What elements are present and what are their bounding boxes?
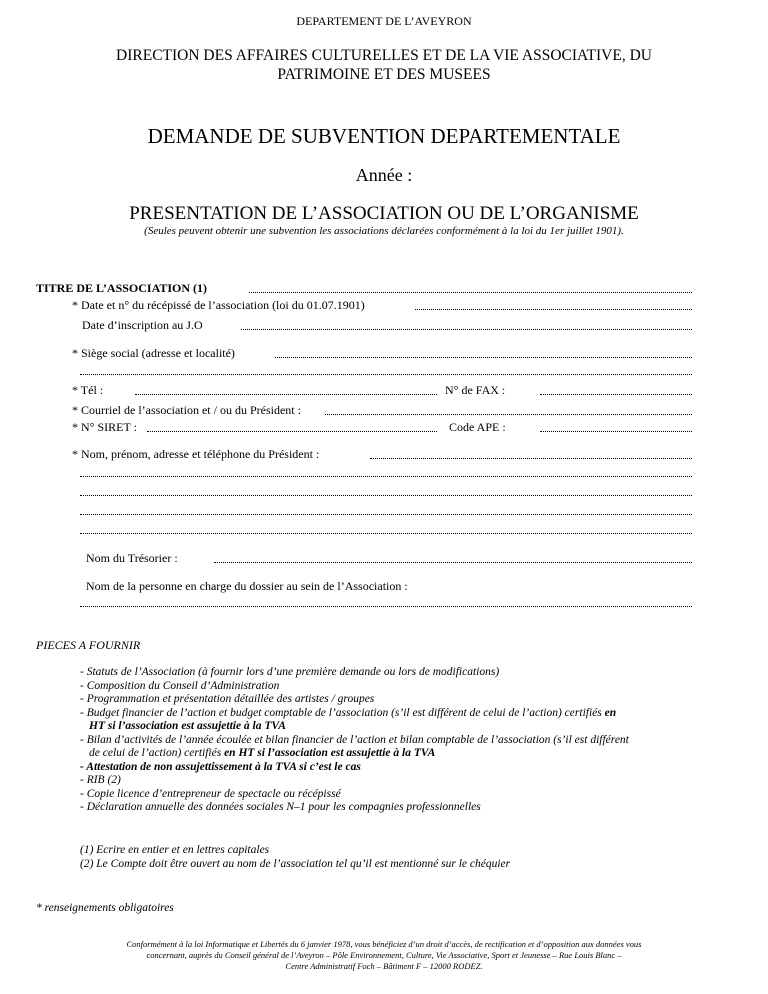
- main-title: DEMANDE DE SUBVENTION DEPARTEMENTALE: [147, 124, 621, 148]
- direction-line-1: DIRECTION DES AFFAIRES CULTURELLES ET DE LA VIE ASSOCIATIVE, DU: [116, 47, 652, 64]
- president-label: * Nom, prénom, adresse et téléphone du Président :: [72, 447, 320, 461]
- section-title: PRESENTATION DE L’ASSOCIATION OU DE L’ORGANISME: [129, 203, 639, 224]
- required-note: * renseignements obligatoires: [36, 902, 174, 914]
- piece-emphasis: en HT si l’association est assujettie à la TVA: [224, 747, 436, 759]
- piece-item: - Attestation de non assujettissement à la TVA si c’est le cas: [80, 760, 361, 773]
- piece-item-continuation: [80, 747, 629, 761]
- department-header: DEPARTEMENT DE L’AVEYRON: [296, 14, 472, 28]
- title-field[interactable]: [249, 292, 692, 293]
- seat-label: * Siège social (adresse et localité): [72, 346, 235, 360]
- email-label: * Courriel de l’association et / ou du Président :: [72, 403, 301, 417]
- piece-item: - Copie licence d’entrepreneur de spectacle ou récépissé: [80, 787, 341, 800]
- fax-label: N° de FAX :: [445, 383, 506, 397]
- tel-label: * Tél :: [72, 383, 104, 397]
- receipt-label: * Date et n° du récépissé de l’association (loi du 01.07.1901): [72, 298, 365, 312]
- jo-field[interactable]: [241, 329, 692, 330]
- legal-line-2: concernant, auprès du Conseil général de l’Aveyron – Pôle Environnement, Culture, Vie Associative, Sport et Jeunesse – Rue Louis Blanc –: [146, 950, 622, 960]
- ape-field[interactable]: [540, 431, 692, 432]
- email-field[interactable]: [325, 414, 692, 415]
- legal-line-1: Conformément à la loi Informatique et Libertés du 6 janvier 1978, vous bénéficiez d’un droit d’accès, de rectification et d’opposition aux données vous: [126, 939, 642, 949]
- piece-item: - Programmation et présentation détaillée des artistes / groupes: [80, 693, 375, 705]
- direction-title: [0, 46, 768, 84]
- piece-item: - RIB (2): [80, 774, 121, 786]
- piece-item: - Composition du Conseil d’Administration: [80, 679, 280, 692]
- president-field-line-3[interactable]: [80, 495, 692, 496]
- piece-text: de celui de l’action) certifiés: [89, 747, 225, 759]
- president-field-line-4[interactable]: [80, 514, 692, 515]
- jo-label: Date d’inscription au J.O: [82, 318, 203, 332]
- pieces-list: [80, 666, 629, 815]
- piece-text: - Budget financier de l’action et budget comptable de l’association (s’il est différent de celui de l’action) certifiés: [80, 706, 605, 719]
- seat-field-line-2[interactable]: [80, 374, 692, 375]
- president-field-line-2[interactable]: [80, 476, 692, 477]
- receipt-field[interactable]: [415, 309, 692, 310]
- piece-item: [80, 707, 629, 721]
- fax-field[interactable]: [540, 394, 692, 395]
- piece-emphasis: en: [604, 706, 617, 719]
- footnote-2: (2) Le Compte doit être ouvert au nom de l’association tel qu’il est mentionné sur le chéquier: [80, 858, 511, 870]
- legal-line-3: Centre Administratif Foch – Bâtiment F – 12000 RODEZ.: [285, 961, 483, 971]
- legal-footer: [0, 939, 768, 972]
- year-label: Année :: [355, 165, 413, 185]
- piece-emphasis-line: HT si l’association est assujettie à la TVA: [89, 720, 286, 732]
- pieces-heading: PIECES A FOURNIR: [36, 638, 141, 652]
- footnotes: [80, 843, 510, 871]
- president-field[interactable]: [370, 458, 692, 459]
- treasurer-label: Nom du Trésorier :: [86, 551, 178, 565]
- piece-item: - Statuts de l’Association (à fournir lors d’une première demande ou lors de modifications): [80, 666, 500, 678]
- piece-item: - Déclaration annuelle des données sociales N–1 pour les compagnies professionnelles: [80, 801, 481, 813]
- direction-line-2: PATRIMOINE ET DES MUSEES: [277, 66, 491, 83]
- siret-field[interactable]: [147, 431, 437, 432]
- tel-field[interactable]: [135, 394, 437, 395]
- ape-label: Code APE :: [449, 420, 506, 434]
- footnote-1: (1) Ecrire en entier et en lettres capitales: [80, 844, 270, 856]
- piece-item: - Bilan d’activités de l’année écoulée et bilan financier de l’action et bilan comptable de l’association (s’il est différent: [80, 733, 629, 746]
- section-note: (Seules peuvent obtenir une subvention les associations déclarées conformément à la loi du 1er juillet 1901).: [144, 225, 624, 237]
- president-field-line-5[interactable]: [80, 533, 692, 534]
- seat-field[interactable]: [275, 357, 692, 358]
- contact-label: Nom de la personne en charge du dossier au sein de l’Association :: [86, 579, 408, 593]
- title-label: TITRE DE L’ASSOCIATION (1): [36, 281, 208, 295]
- contact-field[interactable]: [80, 606, 692, 607]
- siret-label: * N° SIRET :: [72, 420, 137, 434]
- treasurer-field[interactable]: [214, 562, 692, 563]
